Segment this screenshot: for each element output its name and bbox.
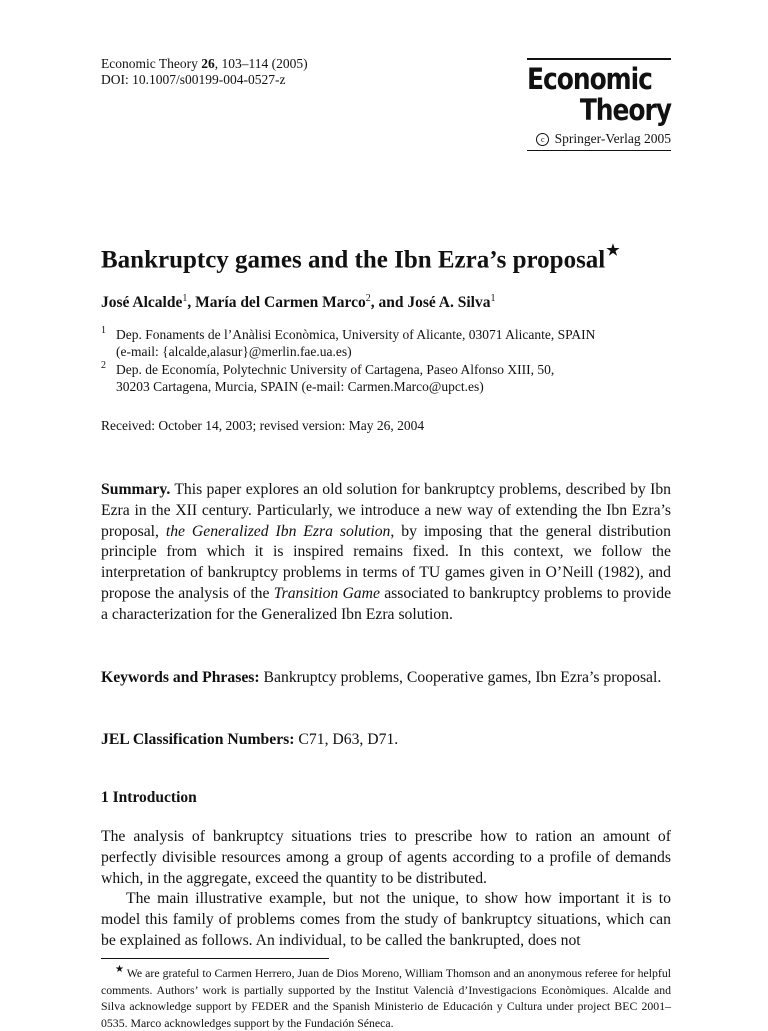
copyright-icon: c [536, 133, 549, 146]
summary-paragraph [101, 480, 671, 626]
author-name: María del Carmen Marco [195, 294, 366, 312]
citation-header [101, 56, 308, 88]
affiliation-line: 30203 Cartagena, Murcia, SPAIN (e-mail: Carmen.Marco@upct.es) [116, 378, 484, 394]
copyright-text: Springer-Verlag 2005 [554, 131, 671, 146]
author-list [101, 293, 495, 312]
jel-codes: C71, D63, D71. [298, 731, 399, 748]
affiliation-line: (e-mail: {alcalde,alasur}@merlin.fae.ua.es) [116, 344, 352, 360]
summary-text: , by imposing that the general distribution principle from which it is inspired remains fixed. In this context, we follow the interpretation of bankruptcy problems in terms of TU games given in O’Neill (1982), and propose the analysis of the [101, 522, 671, 602]
journal-pages: , 103–114 (2005) [214, 56, 308, 71]
author-affiliation-mark: 1 [490, 293, 496, 304]
affiliation-item [101, 326, 676, 361]
author-separator: , and [370, 294, 408, 312]
journal-volume: 26 [201, 56, 215, 71]
logo-line-theory: Theory [579, 93, 671, 127]
citation-line [101, 56, 308, 72]
logo-top-rule [527, 58, 671, 60]
affiliations [101, 326, 676, 395]
summary-text: This paper explores an old solution for bankruptcy problems, described by Ibn Ezra in the XII century. Particularly, we introduce a new way of extending the Ibn Ezra’s proposal, [101, 481, 672, 540]
jel-label: JEL Classification Numbers: [101, 731, 295, 748]
footnote-rule [101, 958, 329, 959]
footnote-mark: ★ [115, 964, 124, 975]
doi: DOI: 10.1007/s00199-004-0527-z [101, 72, 286, 87]
title-footnote-mark: ★ [606, 243, 620, 259]
logo-bottom-rule [527, 150, 671, 151]
body-paragraph: The analysis of bankruptcy situations tries to prescribe how to ration an amount of perfectly divisible resources among a group of agents according to a profile of demands which, in the aggregate, exceed the quantity to be distributed. [101, 828, 671, 887]
paper-title-text: Bankruptcy games and the Ibn Ezra’s proposal [101, 246, 606, 274]
author-name: José A. Silva [407, 294, 491, 312]
paper-title [101, 244, 620, 274]
affiliation-line: Dep. de Economía, Polytechnic University of Cartagena, Paseo Alfonso XIII, 50, [116, 361, 555, 377]
keywords-paragraph [101, 668, 671, 689]
summary-emphasis: the Generalized Ibn Ezra solution [165, 522, 391, 540]
keywords-text: Bankruptcy problems, Cooperative games, Ibn Ezra’s proposal. [263, 669, 662, 686]
author-affiliation-mark: 1 [182, 293, 188, 304]
body-paragraph: The main illustrative example, but not the unique, to show how important it is to model this family of problems comes from the study of bankruptcy situations, which can be explained as follows. An individual, to be called the bankrupted, does not [101, 890, 671, 949]
logo-line-economic: Economic [527, 62, 652, 96]
affiliation-number: 1 [101, 325, 106, 336]
author-affiliation-mark: 2 [365, 293, 371, 304]
summary-label: Summary. [101, 481, 171, 498]
footnote-text-block [101, 962, 671, 1031]
affiliation-item [101, 361, 676, 396]
keywords-label: Keywords and Phrases: [101, 669, 260, 686]
section-heading-introduction: 1 Introduction [101, 789, 197, 806]
footnote-text: We are grateful to Carmen Herrero, Juan de Dios Moreno, William Thomson and an anonymous referee for helpful comments. Authors’ work is partially supported by the Institut Valencià d’Investigacions Econòmiques. Alcalde and Silva acknowledge support by FEDER and the Spanish Ministerio de Educación y Cultura under project BEC 2001–0535. Marco acknowledges support by the Fundación Séneca. [101, 965, 671, 1030]
summary-emphasis: Transition Game [273, 584, 380, 602]
author-name: José Alcalde [101, 294, 183, 312]
summary-text: associated to bankruptcy problems to provide a characterization for the Generalized Ibn Ezra solution. [101, 584, 672, 623]
journal-logo [527, 58, 671, 151]
footnote [101, 962, 671, 1031]
received-dates: Received: October 14, 2003; revised version: May 26, 2004 [101, 418, 425, 433]
affiliation-number: 2 [101, 359, 106, 371]
author-separator: , [187, 294, 196, 312]
introduction-body [101, 827, 671, 955]
journal-name: Economic Theory [101, 56, 198, 71]
logo-copyright [527, 131, 671, 147]
affiliation-line: Dep. Fonaments de l’Anàlisi Econòmica, University of Alicante, 03071 Alicante, SPAIN [116, 327, 596, 342]
jel-paragraph [101, 730, 671, 751]
